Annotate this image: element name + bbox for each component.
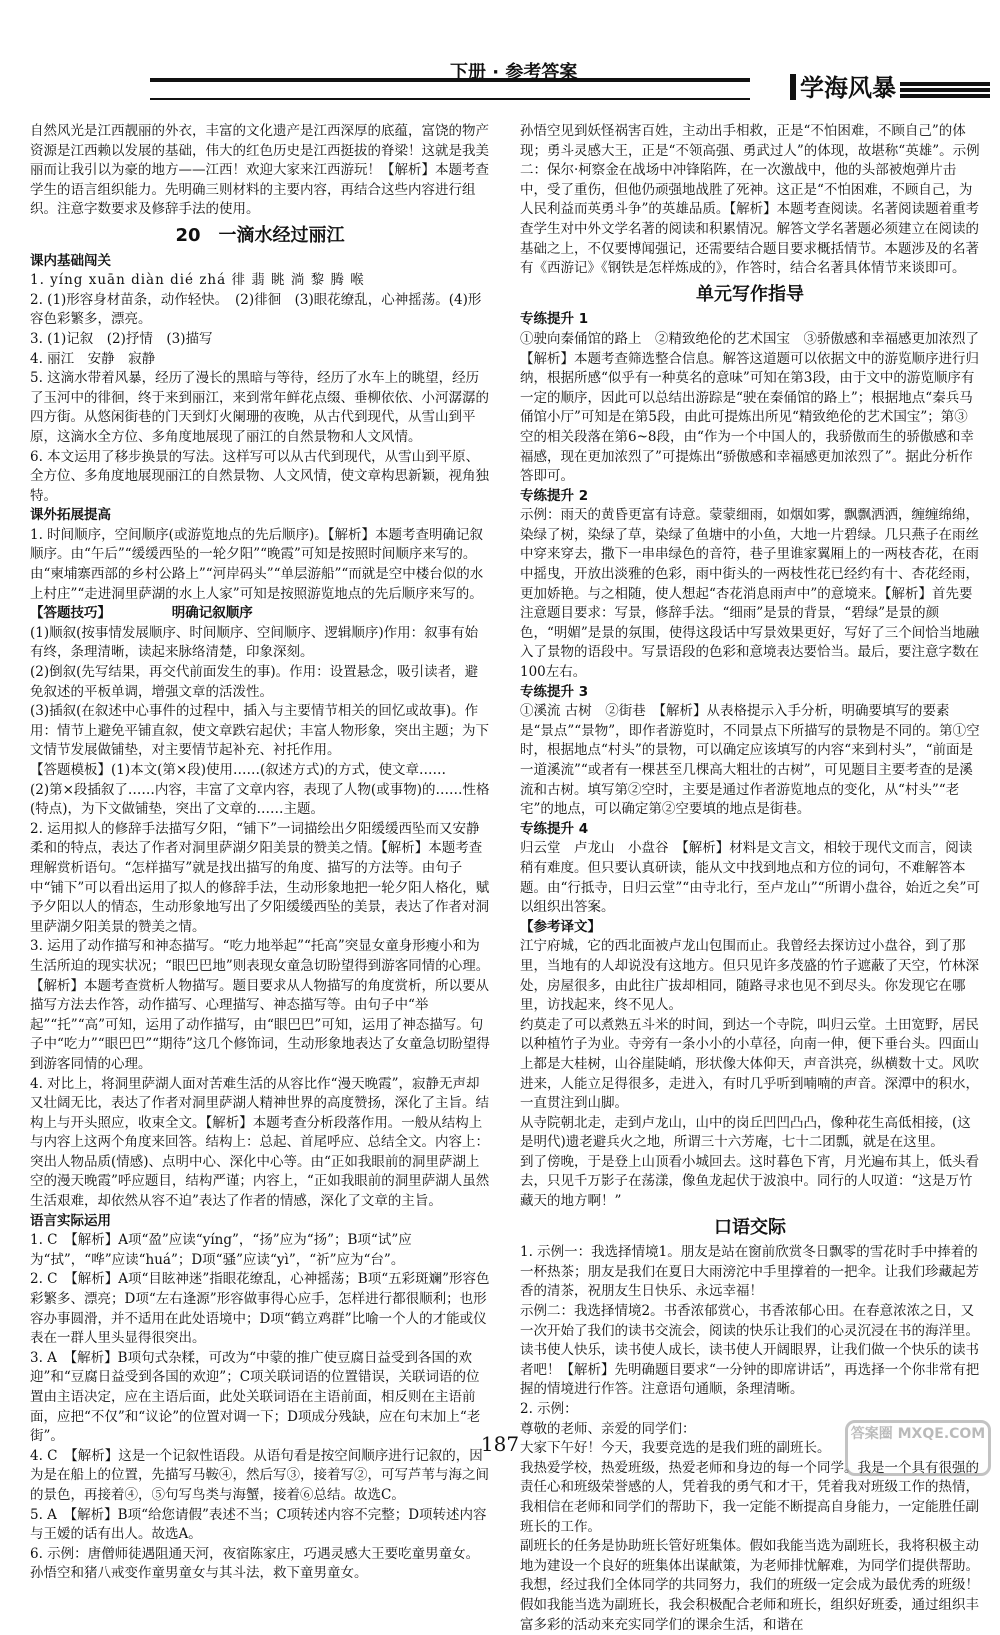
answer-item: 1. C 【解析】A项“盈”应读“yíng”，“扬”应为“扬”；B项“试”应为“拭”，“哗”应读“huá”；D项“骚”应读“yì”，“祈”应为“台”。 [30, 1232, 412, 1268]
section-heading: 课外拓展提高 [30, 507, 111, 524]
answer-item: 4. C 【解析】这是一个记叙性语段。从语句看是按空间顺序进行记叙的，因为是在船上的位置，先描写马鞍④，然后写③，接着写②，可写芦苇与海之间的景色，再接着④，⑤句写鸟类与海蟹，接着⑥总结。故选C。 [30, 1447, 489, 1503]
section-heading: 课内基础闯关 [30, 252, 111, 269]
translation-paragraph: 江宁府城，它的西北面被卢龙山包围而止。我曾经去探访过小盘谷，到了那里，当地有的人却说没有这地方。但只见许多茂盛的竹子遮蔽了天空，竹林深处，房屋很多，由此往广拔却相同，随路寻求也见不到尽头。你发现它在哪里，访找起来，终不见人。 [520, 938, 979, 1014]
answer-item: 5. A 【解析】B项“给您请假”表述不当；C项转述内容不完整；D项转述内容与王嫒的话有出人。故选A。 [30, 1506, 487, 1543]
answer-item: 2. 运用拟人的修辞手法描写夕阳，“铺下”一词描绘出夕阳缓缓西坠而又安静柔和的特点，表达了作者对洞里萨湖夕阳美景的赞美之情。【解析】本题考查理解赏析语句。“怎样描写”就是找出描写的角度、描写的方法等。由句子中“铺下”可以看出运用了拟人的修辞手法，生动形象地把一轮夕阳人格化，赋予夕阳以人的情态，生动形象地写出了夕阳缓缓西坠的美景，表达了作者对洞里萨湖夕阳美景的赞美之情。 [30, 820, 490, 935]
tip-item: (2)倒叙(先写结果，再交代前面发生的事)。作用：设置悬念，吸引读者，避免叙述的平板单调，增强文章的活泼性。 [30, 664, 479, 700]
unit-title: 单元写作指导 [696, 283, 804, 305]
page-number: 187 [480, 1432, 520, 1456]
answer-item: 6. 示例：唐僧师徒遇阻通天河，夜宿陈家庄，巧遇灵感大王要吃童男童女。孙悟空和猪八戒变作童男童女与其斗法，救下童男童女。 [30, 1545, 480, 1582]
translation-heading: 【参考译文】 [520, 918, 601, 935]
answer-item: 示例二：我选择情境2。书香浓郁赏心，书香浓郁心田。在春意浓浓之日，又一次开始了我们的读书交流会，阅读的快乐让我们的心灵沉浸在书的海洋里。读书使人快乐，读书使人成长，读书使人开阔眼界，让我们做一个快乐的读书者吧！【解析】先明确题目要求“一分钟的即席讲话”，再选择一个你非常有把握的情境进行作答。注意语句通顺，条理清晰。 [520, 1303, 980, 1398]
brand-text: 学海风暴 [800, 74, 896, 102]
tip-item: (1)顺叙(按事情发展顺序、时间顺序、空间顺序、逻辑顺序)作用：叙事有始有终，条理清晰，读起来脉络清楚，印象深刻。 [30, 624, 479, 661]
answer-item: 3. A 【解析】B项句式杂糅，可改为“中蒙的推广使豆腐日益受到各国的欢迎”和“豆腐日益受到各国的欢迎”；C项关联词语的位置错误，关联词语的位置由主语决定，应在主语后面，此处关联词语在主语前面，相反则在主语前面，应把“不仅”和“议论”的位置对调一下；D项成分残缺，应在句末加上“老街”。 [30, 1349, 481, 1445]
tip-item: (3)插叙(在叙述中心事件的过程中，插入与主要情节相关的回忆或故事)。作用：情节上避免平铺直叙，使文章跌宕起伏；丰富人物形象，突出主题；为下文情节发展做铺垫，对主要情节起补充、衬托作用。 [30, 703, 489, 759]
tip-heading: 【答题技巧】 明确记叙顺序 [30, 605, 253, 622]
section-heading: 专练提升 2 [520, 487, 589, 504]
answer-item: 3. 运用了动作描写和神态描写。“吃力地举起”“托高”突显女童身形瘦小和为生活所迫的现实状况；“眼巴巴地”则表现女童急切盼望得到游客同情的心理。【解析】本题考查赏析人物描写。题目要求从人物描写的角度赏析，所以要从描写方法去作答，动作描写、心理描写、神态描写等。由句子中“举起”“托”“高”可知，运用了动作描写，由“眼巴巴”可知，运用了神态描写。句子中“吃力”“眼巴巴”“期待”这几个修饰词，生动形象地表达了女童急切盼望得到游客同情的心理。 [30, 938, 490, 1072]
speech-line: 副班长的任务是协助班长管好班集体。假如我能当选为副班长，我将积极主动地为建设一个良好的班集体出谋献策，为老师排忧解难，为同学们提供帮助。我想，经过我们全体同学的共同努力，我们的班级一定会成为最优秀的班级！ [520, 1538, 979, 1594]
right-column [520, 122, 993, 1635]
brand-logo [790, 68, 990, 108]
oral-title: 口语交际 [714, 1216, 786, 1238]
answer-item: 3. (1)记叙 (2)抒情 (3)描写 [30, 330, 213, 347]
answer-item: 2. 示例： [520, 1401, 578, 1417]
answer-item: 6. 本文运用了移步换景的写法。这样写可以从古代到现代，从雪山到平原、全方位、多角度地展现丽江的自然景物、人文风情，使文章构思新颖，视角独特。 [30, 448, 489, 504]
section-heading: 专练提升 4 [520, 820, 589, 837]
watermark-logo: 答案圈 MXQE.COM [845, 1420, 991, 1476]
answer-item: 1. 时间顺序，空间顺序(或游览地点的先后顺序)。【解析】本题考查明确记叙顺序。由“午后”“缓缓西坠的一轮夕阳”“晚霞”可知是按照时间顺序来写的。由“柬埔寨西部的乡村公路上”“河岸码头”“单层游船”“而就是空中楼台似的水上村庄”“走进洞里萨湖的水上人家”可知是按照游览地点的先后顺序来写的。 [30, 526, 484, 602]
answer-item: 归云堂 卢龙山 小盘谷 【解析】材料是文言文，相较于现代文而言，阅读稍有难度。但只要认真研读，能从文中找到地点和方位的词句，不难解答本题。由“行抵寺，日归云堂”“由寺北行，至卢龙山”“所谓小盘谷，始近之矣”可以组织出答案。 [520, 840, 980, 916]
left-column [30, 122, 490, 1584]
speech-line: 假如我能当选为副班长，我会积极配合老师和班长，组织好班委，通过组织丰富多彩的活动来充实同学们的课余生活，和谐在 [520, 1596, 979, 1633]
speech-line: 我热爱学校，热爱班级，热爱老师和身边的每一个同学。我是一个具有很强的责任心和班级荣誉感的人，凭着我的勇气和才干，凭着我对班级工作的热情，我相信在老师和同学们的帮助下，我一定能不断提高自身能力，一定能胜任副班长的工作。 [520, 1459, 979, 1535]
header-title: 下册 · 参考答案 [450, 62, 578, 83]
translation-paragraph: 约莫走了可以煮熟五斗米的时间，到达一个寺院，叫归云堂。土田宽野，居民以种植竹子为业。寺旁有一条小小的小草径，向南一伸，便下垂台头。四面山上都是大桂树，山谷崖陡峭，形状像大体仰天，声音洪亮，纵横数十丈。风吹进来，人能立足得很多，走进入，有时几乎听到喃喃的声音。深潭中的积水，一直贯注到山脚。 [520, 1016, 979, 1112]
answer-item: 1. 示例一：我选择情境1。朋友是站在窗前欣赏冬日飘零的雪花时手中捧着的一杯热茶；朋友是我们在夏日大雨滂沱中手里撑着的一把伞。让我们珍藏起芳香的清茶，祝朋友生日快乐、永远幸福！ [520, 1244, 979, 1300]
template-heading: 【答题模板】(1)本文(第×段)使用……(叙述方式)的方式，使文章…… [30, 762, 447, 778]
header-rule-bottom [150, 98, 750, 100]
section-heading: 语言实际运用 [30, 1212, 111, 1229]
answer-item: 5. 这滴水带着风暴，经历了漫长的黑暗与等待，经历了水车上的眺望，经历了玉河中的徘徊，终于来到丽江，来到常年鲜花点缀、垂柳依依、小河潺潺的四方街。从悠闲街巷的门天到灯火阑珊的夜晚，从古代到现代，从雪山到平原，这滴水全方位、多角度地展现了丽江的自然景物和人文风情。 [30, 370, 489, 445]
answer-item: 4. 丽江 安静 寂静 [30, 350, 156, 367]
page-header [150, 62, 750, 100]
template-item: (2)第×段插叙了……内容，丰富了文章内容，表现了人物(或事物)的……性格(特点)，为下文做铺垫，突出了文章的……主题。 [30, 781, 490, 818]
lesson-title: 20 一滴水经过丽江 [175, 224, 345, 246]
answer-item: ①溪流 古树 ②街巷 【解析】从表格提示入手分析，明确要填写的要素是“景点”“景物”，即作者游览时，不同景点下所描写的景物是不同的。第①空时，根据地点“村头”的景物，可以确定应该填写的内容“来到村头”，“前面是一道溪流”“或者有一棵甚至几棵高大粗壮的古树”，可见题目主要考查的是溪流和古树。填写第②空时，主要是通过作者游览地点的变化，从“村头”“老宅”的地点，可以确定第②空要填的地点是街巷。 [520, 703, 980, 818]
answer-item: 1. yíng xuān diàn dié zhá 徘 翡 眺 淌 黎 腾 喉 [30, 272, 365, 289]
section-heading: 专练提升 1 [520, 311, 589, 328]
answer-item: 孙悟空见到妖怪祸害百姓，主动出手相救，正是“不怕困难，不顾自己”的体现；勇斗灵感大王，正是“不领高强、勇武过人”的体现，故堪称“英雄”。示例二：保尔·柯察金在战场中冲锋陷阵，在一次激战中，他的头部被炮弹片击中，受了重伤，但他仍顽强地战胜了死神。这正是“不怕困难，不顾自己，为人民利益而英勇斗争”的英雄品质。【解析】本题考查阅读。名著阅读题着重考查学生对中外文学名著的阅读和积累情况。解答文学名著题必须建立在阅读的基础之上，不仅要博闻强记，还需要结合题目要求概括情节。本题涉及的名著有《西游记》《钢铁是怎样炼成的》，作答时，结合名著具体情节来谈即可。 [520, 123, 980, 277]
answer-item: 示例：雨天的黄昏更富有诗意。蒙蒙细雨，如烟如雾，飘飘洒洒，缠缠绵绵，染绿了树，染绿了草，染绿了鱼塘中的小鱼，大地一片碧绿。几只燕子在雨丝中穿来穿去，撒下一串串绿色的音符，巷子里谁家翼厢上的一两枝杏花，在雨中摇曳，开放出淡雅的色彩，雨中街头的一两枝性花已经约有十、杏花经雨，更加娇艳。与之相随，使人想起“杏花消息雨声中”的意境来。【解析】首先要注意题目要求：写景，修辞手法。“细雨”是景的背景，“碧绿”是景的颜色，“明媚”是景的氛围，使得这段话中写景效果更好，写好了三个间恰当地融入了景物的语段中。写景语段的色彩和意境表达要恰当。最后，要注意字数在100左右。 [520, 507, 980, 681]
section-heading: 专练提升 3 [520, 683, 589, 700]
translation-paragraph: 到了傍晚，于是登上山顶看小城回去。这时暮色下宵，月光遍布其上，低头看去，只见千万影子在荡漾，像鱼龙起伏于波浪中。同行的人叹道：“这是万竹藏天的地方啊！” [520, 1153, 979, 1210]
brand-mark-icon [790, 74, 796, 100]
brand-lines [900, 82, 990, 86]
answer-item: ①驶向秦俑馆的路上 ②精致绝伦的艺术国宝 ③骄傲感和幸福感更加浓烈了 【解析】本题考查筛选整合信息。解答这道题可以依据文中的游览顺序进行归纳，根据所感“似乎有一种莫名的意味”可知在第3段，由于文中的游览顺序有一定的顺序，因此可以总结出游踪是“驶在秦俑馆的路上”；根据地点“秦兵马俑馆小厅”可知是在第5段，由此可提炼出所见“精致绝伦的艺术国宝”；第③空的相关段落在第6~8段，由“作为一个中国人的，我骄傲而生的骄傲感和幸福感，现在更加浓烈了”可提炼出“骄傲感和幸福感更加浓烈了”。据此分析作答即可。 [520, 330, 993, 485]
intro-paragraph: 自然风光是江西靓丽的外衣，丰富的文化遗产是江西深厚的底蕴，富饶的物产资源是江西赖以发展的基础，伟大的红色历史是江西挺拔的脊梁！这就是我美丽而让我引以为豪的地方——江西！欢迎大家来江西游玩！【解析】本题考查学生的语言组织能力。先明确三则材料的主要内容，再结合这些内容进行组织。注意字数要求及修辞手法的使用。 [30, 123, 489, 218]
speech-line: 尊敬的老师、亲爱的同学们： [520, 1420, 696, 1437]
answer-item: 2. C 【解析】A项“目眩神迷”指眼花缭乱，心神摇荡；B项“五彩斑斓”形容色彩繁多、漂亮；D项“左右逢源”形容做事得心应手，怎样进行都很顺利；也形容办事圆滑，并不适用在此处语境中；D项“鹤立鸡群”比喻一个人的才能或仪表在一群人里头显得很突出。 [30, 1271, 490, 1347]
answer-item: 2. (1)形容身材苗条，动作轻快。 (2)徘徊 (3)眼花缭乱，心神摇荡。(4)形容色彩繁多，漂亮。 [30, 291, 482, 328]
speech-line: 大家下午好！今天，我要竞选的是我们班的副班长。 [520, 1440, 831, 1457]
answer-item: 4. 对比上，将洞里萨湖人面对苦难生活的从容比作“漫天晚霞”，寂静无声却又壮阔无比，表达了作者对洞里萨湖人精神世界的高度赞扬，深化了主旨。结构上与开头照应，收束全文。【解析】本题考查分析段落作用。一般从结构上与内容上这两个角度来回答。结构上：总起、首尾呼应、总结全文。内容上：突出人物品质(情感)、点明中心、深化中心等。由“正如我眼前的洞里萨湖上空的漫天晚霞”呼应题目，结构严谨；内容上，“正如我眼前的洞里萨湖人虽然生活艰难，却依然从容不迫”表达了作者的情感，深化了文章的主旨。 [30, 1075, 490, 1210]
translation-paragraph: 从寺院朝北走，走到卢龙山，山中的岗丘凹凹凸凸，像种花生高低相接，(这是明代)遗老避兵火之地，所谓三十六芳庵，七十二团瓢，就是在这里。 [520, 1114, 971, 1151]
